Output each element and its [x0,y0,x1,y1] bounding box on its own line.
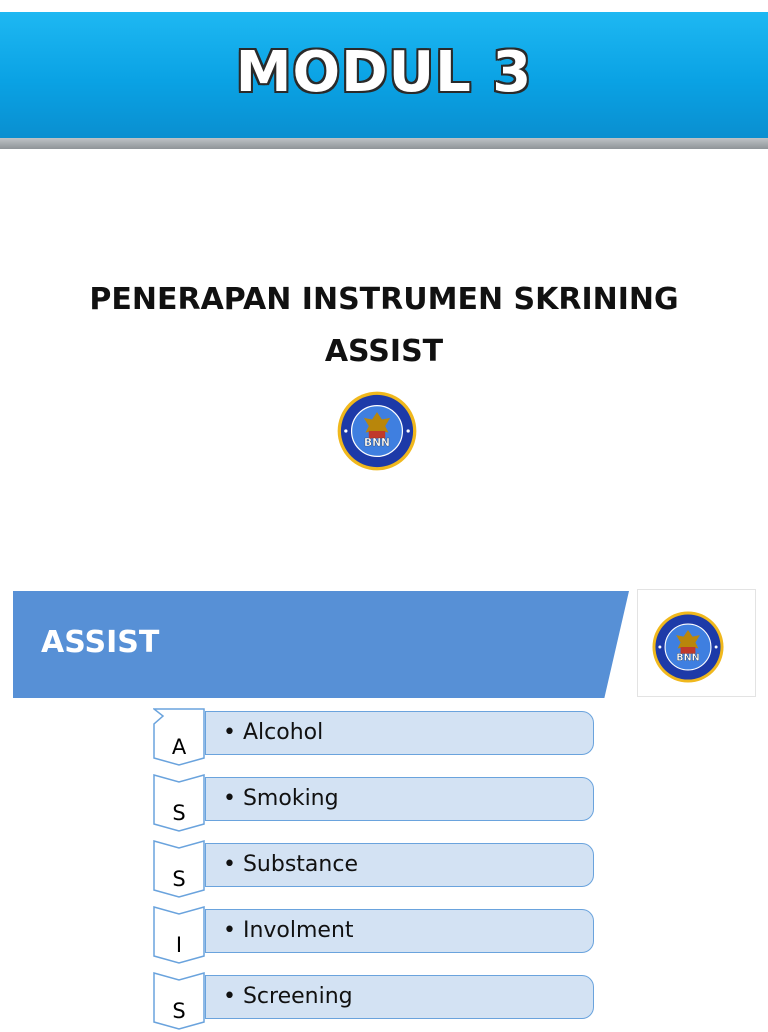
assist-letter: I [175,933,183,957]
assist-letter: S [172,999,186,1023]
module-title: MODUL 3 [235,40,533,105]
assist-row-screening [0,972,768,1032]
svg-text:BNN: BNN [676,652,700,664]
assist-letter: S [172,867,186,891]
assist-row-smoking [0,774,768,834]
slide-subtitle [0,274,768,378]
assist-item-box [205,909,594,953]
bnn-emblem-icon [336,390,418,472]
assist-row-involment [0,906,768,966]
assist-item-box [205,711,594,755]
assist-item-text: • Screening [223,984,353,1009]
svg-text:BNN: BNN [364,435,390,449]
assist-item-box [205,843,594,887]
assist-item-box [205,777,594,821]
subtitle-line-2: ASSIST [324,334,444,369]
assist-letter: A [171,735,187,759]
assist-item-box [205,975,594,1019]
assist-item-text: • Involment [223,918,354,943]
assist-banner-title: ASSIST [41,625,160,660]
assist-item-text: • Alcohol [223,720,324,745]
assist-letter: S [172,801,186,825]
assist-row-alcohol [0,708,768,768]
assist-row-substance [0,840,768,900]
bnn-emblem-icon [651,610,725,684]
assist-item-text: • Smoking [223,786,339,811]
assist-item-text: • Substance [223,852,358,877]
assist-slide [0,575,768,1024]
header-rule [0,138,768,149]
subtitle-line-1: PENERAPAN INSTRUMEN SKRINING [89,282,679,317]
